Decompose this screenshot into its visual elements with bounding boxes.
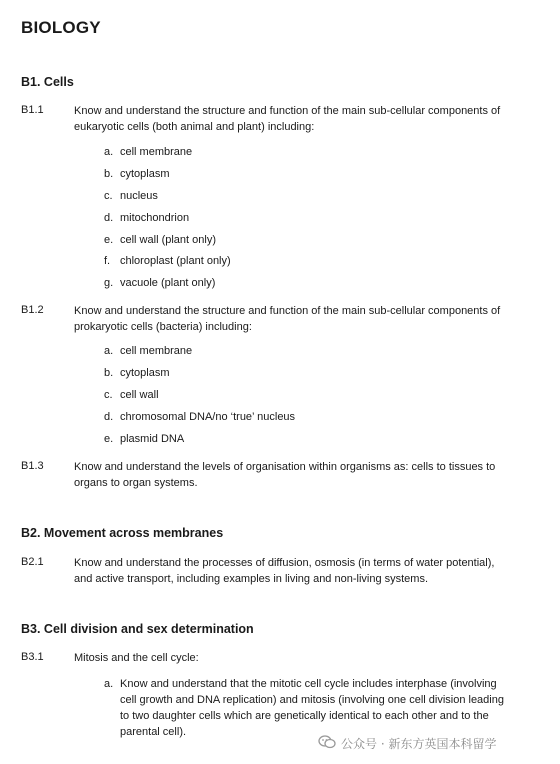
list-item-b1-1-b bbox=[104, 168, 170, 180]
clause-line: Know and understand the structure and function of the main sub-cellular components of bbox=[74, 105, 501, 117]
list-item-text: chloroplast (plant only) bbox=[120, 255, 231, 267]
clause-number-b1-2: B1.2 bbox=[21, 304, 44, 316]
list-item-b1-2-a bbox=[104, 345, 192, 357]
list-item-b1-1-g bbox=[104, 277, 215, 289]
watermark bbox=[318, 733, 496, 753]
list-item-text: plasmid DNA bbox=[120, 433, 185, 445]
list-item-b1-2-b bbox=[104, 367, 170, 379]
clause-text-b3-1 bbox=[74, 650, 538, 666]
clause-line: eukaryotic cells (both animal and plant) including: bbox=[74, 121, 315, 133]
list-item-b1-2-d bbox=[104, 411, 295, 423]
clause-number-b2-1: B2.1 bbox=[21, 556, 44, 568]
list-marker: e. bbox=[104, 433, 114, 445]
list-marker: a. bbox=[104, 146, 114, 158]
section-heading-b3: B3. Cell division and sex determination bbox=[21, 622, 254, 636]
clause-line: organs to organ systems. bbox=[74, 477, 198, 489]
list-item-b1-2-c bbox=[104, 389, 159, 401]
list-item-text: chromosomal DNA/no ‘true’ nucleus bbox=[120, 411, 296, 423]
clause-line: Know and understand the levels of organisation within organisms as: cells to tissues to bbox=[74, 461, 496, 473]
list-item-text: vacuole (plant only) bbox=[120, 277, 216, 289]
clause-line: Know and understand the processes of diffusion, osmosis (in terms of water potential), bbox=[74, 557, 495, 569]
list-item-text: cell wall bbox=[120, 389, 159, 401]
list-marker: b. bbox=[104, 168, 114, 180]
section-heading-b1: B1. Cells bbox=[21, 75, 74, 89]
list-item-b1-1-f bbox=[104, 255, 231, 267]
sub-item-line: to two daughter cells which are genetically identical to each other and to the bbox=[120, 710, 489, 722]
clause-number-b3-1: B3.1 bbox=[21, 651, 44, 663]
list-item-text: cell membrane bbox=[120, 146, 193, 158]
list-item-text: cell wall (plant only) bbox=[120, 234, 216, 246]
list-item-b1-1-a bbox=[104, 146, 192, 158]
list-item-text: cell membrane bbox=[120, 345, 193, 357]
clause-line: prokaryotic cells (bacteria) including: bbox=[74, 321, 252, 333]
watermark-text: 公众号 · 新东方英国本科留学 bbox=[341, 736, 497, 751]
list-marker: d. bbox=[104, 212, 114, 224]
list-marker: e. bbox=[104, 234, 114, 246]
list-item-b1-1-e bbox=[104, 234, 216, 246]
list-marker: g. bbox=[104, 277, 114, 289]
list-item-text: cytoplasm bbox=[120, 168, 170, 180]
list-marker: c. bbox=[104, 190, 113, 202]
clause-text-b2-1 bbox=[74, 555, 538, 587]
clause-line: Know and understand the structure and function of the main sub-cellular components of bbox=[74, 305, 501, 317]
section-heading-b2: B2. Movement across membranes bbox=[21, 526, 224, 540]
list-marker: f. bbox=[104, 255, 111, 267]
clause-line: and active transport, including examples in living and non-living systems. bbox=[74, 573, 429, 585]
clause-text-b1-3 bbox=[74, 459, 538, 491]
list-item-b1-1-d bbox=[104, 212, 189, 224]
clause-text-b1-1 bbox=[74, 103, 538, 135]
sub-item-line: parental cell). bbox=[120, 726, 187, 738]
clause-line: Mitosis and the cell cycle: bbox=[74, 652, 199, 664]
list-item-b1-2-e bbox=[104, 433, 184, 445]
list-item-text: nucleus bbox=[120, 190, 158, 202]
list-item-b1-1-c bbox=[104, 190, 158, 202]
list-marker: a. bbox=[104, 345, 114, 357]
list-item-text: mitochondrion bbox=[120, 212, 190, 224]
list-marker: a. bbox=[104, 678, 114, 690]
list-item-text: cytoplasm bbox=[120, 367, 170, 379]
list-marker: b. bbox=[104, 367, 114, 379]
clause-number-b1-1: B1.1 bbox=[21, 104, 44, 116]
sub-item-b3-1-a bbox=[104, 676, 534, 740]
sub-item-line: Know and understand that the mitotic cell cycle includes interphase (involving bbox=[120, 678, 497, 690]
clause-text-b1-2 bbox=[74, 303, 538, 335]
page-title: BIOLOGY bbox=[21, 18, 101, 37]
sub-item-line: cell growth and DNA replication) and mitosis (involving one cell division leading bbox=[120, 694, 504, 706]
wechat-icon bbox=[318, 735, 336, 752]
list-marker: c. bbox=[104, 389, 113, 401]
list-marker: d. bbox=[104, 411, 114, 423]
clause-number-b1-3: B1.3 bbox=[21, 460, 44, 472]
